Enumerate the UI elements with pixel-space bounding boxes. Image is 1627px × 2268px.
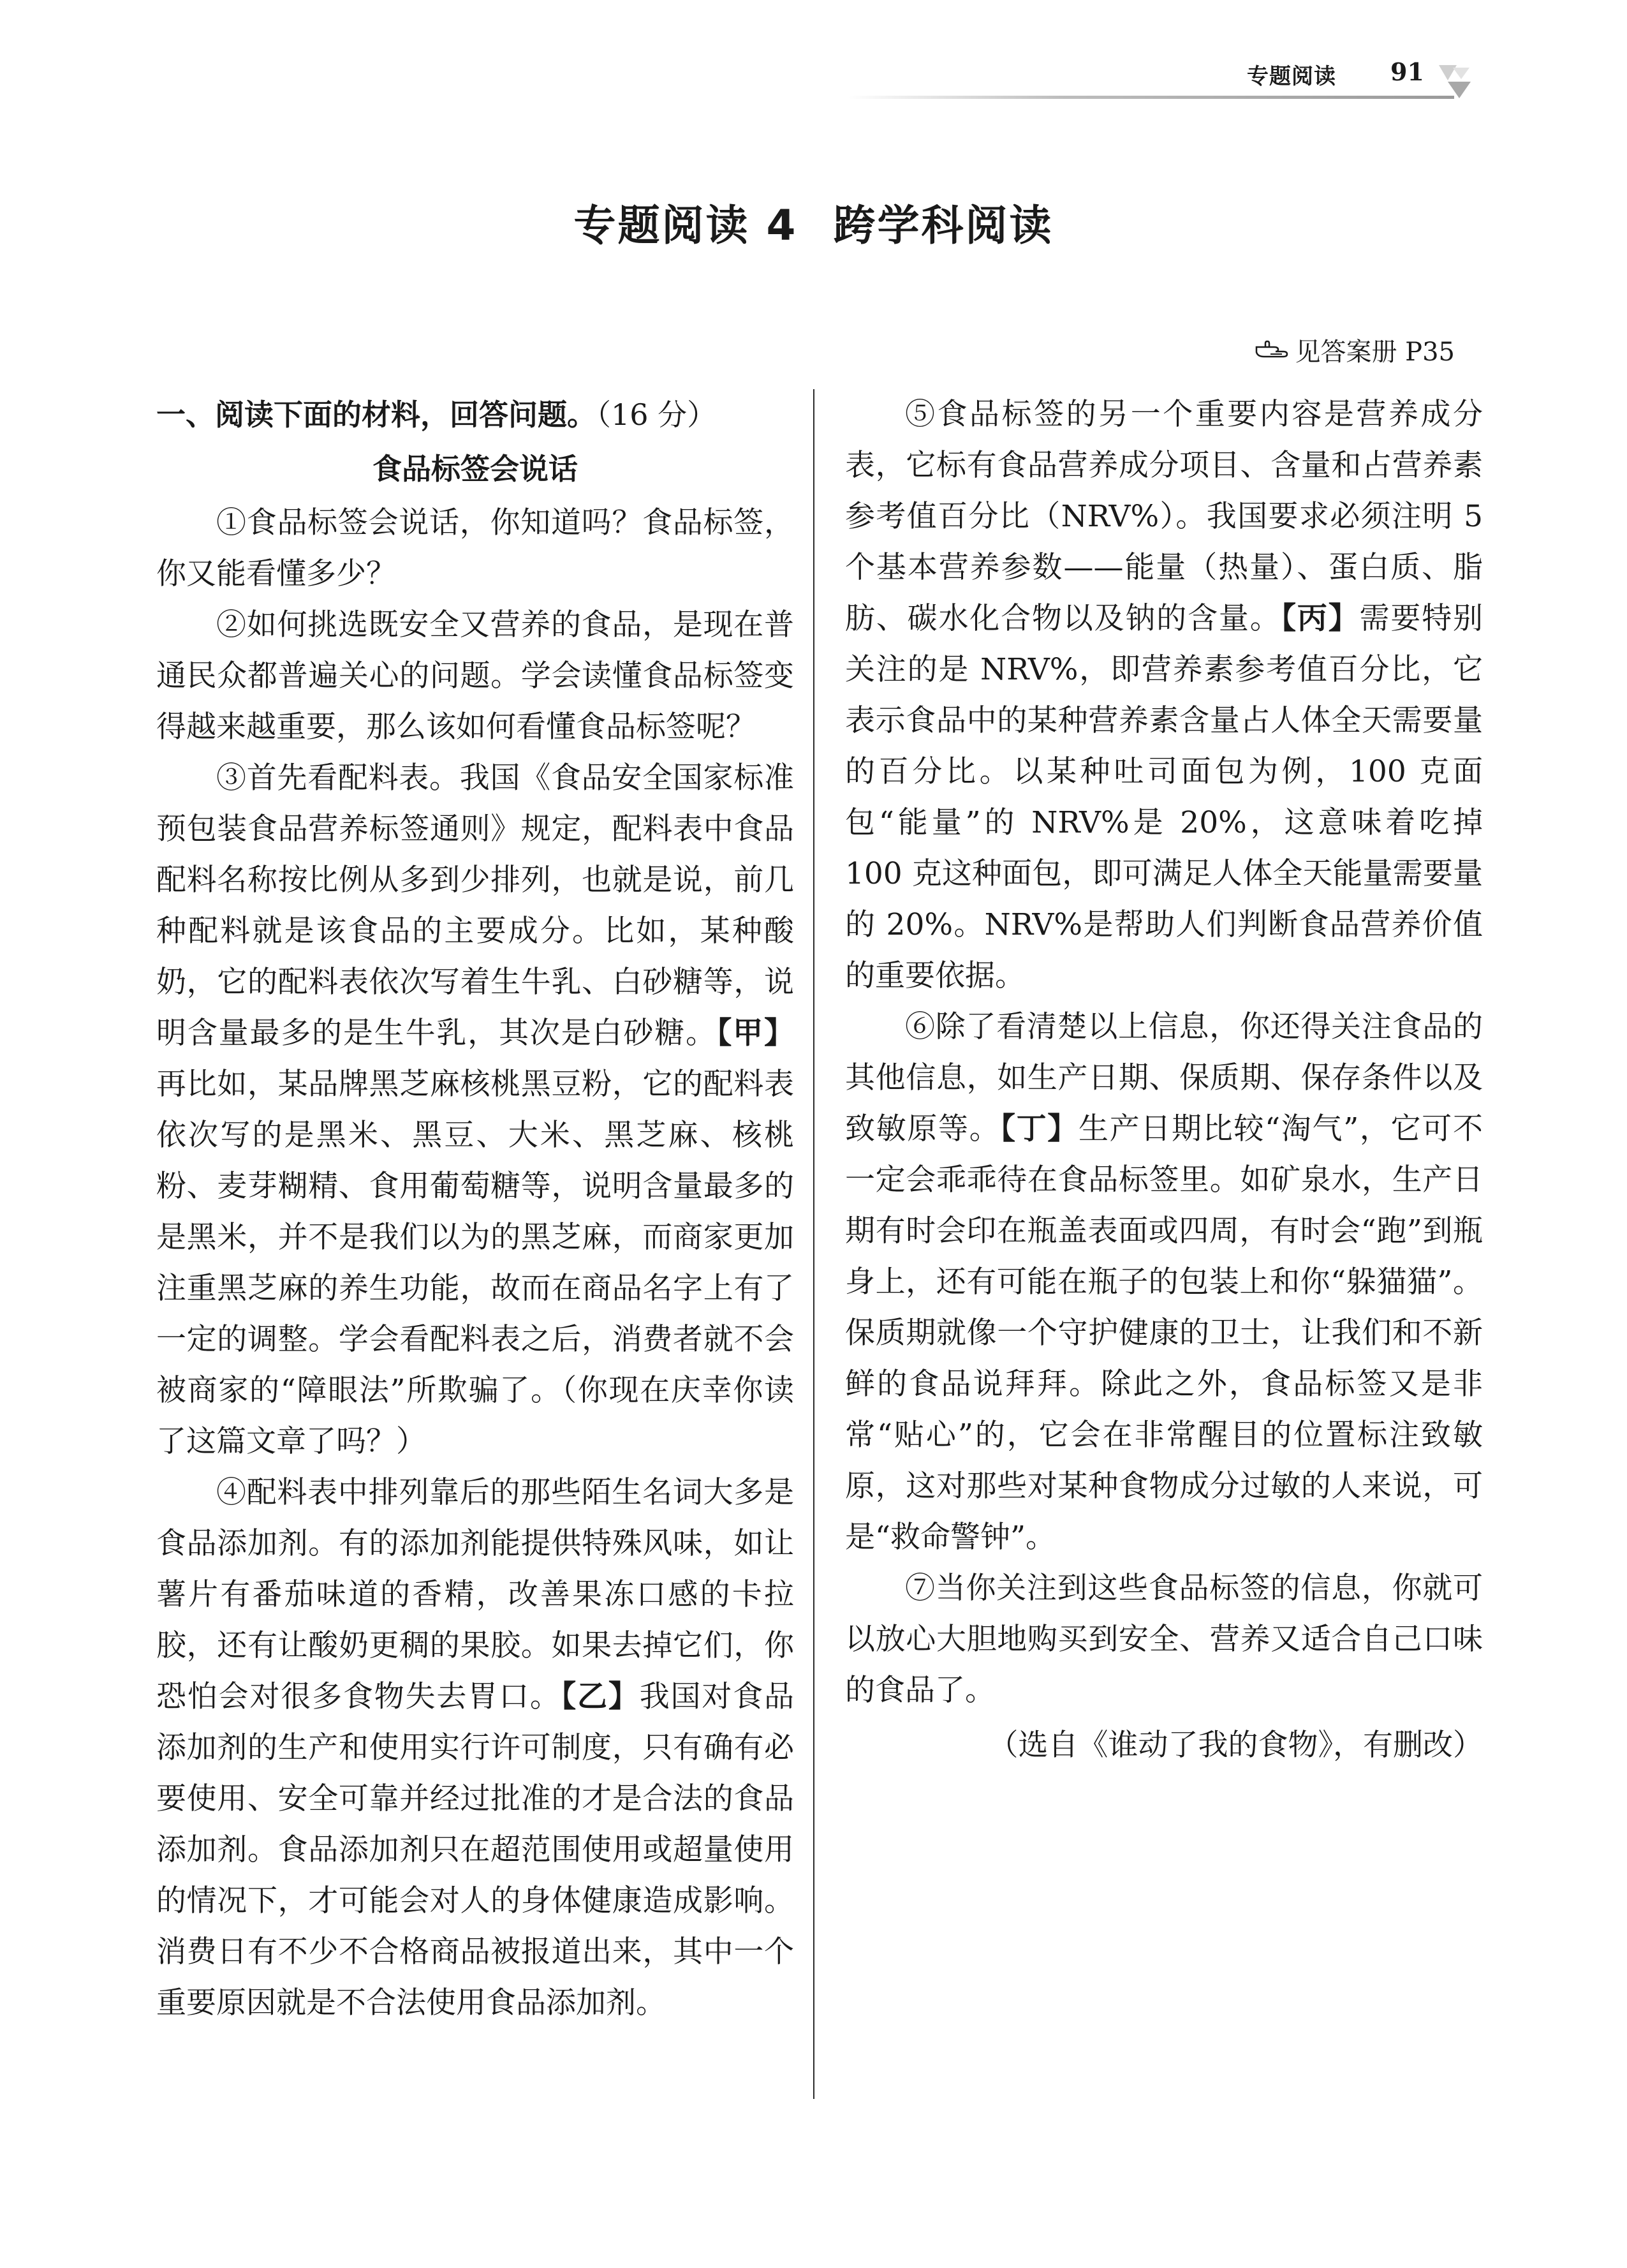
paragraph-7: ⑦当你关注到这些食品标签的信息，你就可以放心大胆地购买到安全、营养又适合自己口味的食品了。 (845, 1571, 1483, 1708)
marker-ding: 【丁】 (1000, 1111, 1079, 1146)
paragraph-3 (156, 753, 794, 1467)
question-heading (156, 389, 794, 440)
paragraph-4-part-a: ④配料表中排列靠后的那些陌生名词大多是食品添加剂。有的添加剂能提供特殊风味，如让薯片有番茄味道的香精，改善果冻口感的卡拉胶，还有让酸奶更稠的果胶。如果去掉它们，你恐怕会对很多食物失去胃口。 (156, 1475, 794, 1714)
answer-reference-text: 见答案册 P35 (1295, 337, 1455, 367)
article-source: （选自《谁动了我的食物》，有删改） (988, 1728, 1483, 1763)
paragraph-3-part-a: ③首先看配料表。我国《食品安全国家标准预包装食品营养标签通则》规定，配料表中食品配料名称按比例从多到少排列，也就是说，前几种配料就是该食品的主要成分。比如，某种酸奶，它的配料表依次写着生牛乳、白砂糖等，说明含量最多的是生牛乳，其次是白砂糖。 (156, 760, 794, 1051)
marker-bing: 【丙】 (1281, 601, 1360, 636)
answer-reference (1255, 332, 1455, 368)
paragraph-2: ②如何挑选既安全又营养的食品，是现在普通民众都普遍关心的问题。学会读懂食品标签变得越来越重要，那么该如何看懂食品标签呢？ (156, 607, 794, 745)
paragraph-5-part-a: ⑤食品标签的另一个重要内容是营养成分表，它标有食品营养成分项目、含量和占营养素参考值百分比（NRV%）。我国要求必须注明 5 个基本营养参数——能量（热量）、蛋白质、脂肪、碳水化合物以及钠的含量。 (845, 397, 1483, 636)
title-part-1: 专题阅读 4 (573, 201, 798, 250)
paragraph-5 (845, 389, 1483, 1002)
paragraph-3-part-b: 再比如，某品牌黑芝麻核桃黑豆粉，它的配料表依次写的是黑米、黑豆、大米、黑芝麻、核桃粉、麦芽糊精、食用葡萄糖等，说明含量最多的是黑米，并不是我们以为的黑芝麻，而商家更加注重黑芝麻的养生功能，故而在商品名字上有了一定的调整。学会看配料表之后，消费者就不会被商家的“障眼法”所欺骗了。（你现在庆幸你读了这篇文章了吗？） (156, 1067, 794, 1459)
paragraph-4 (156, 1467, 794, 2029)
paragraph-5-part-b: 需要特别关注的是 NRV%，即营养素参考值百分比，它表示食品中的某种营养素含量占人体全天需要量的百分比。以某种吐司面包为例，100 克面包“能量”的 NRV%是 20%，这意味着吃掉 100 克这种面包，即可满足人体全天能量需要量的 20%。NRV%是帮助人们判断食品营养价值的重要依据。 (845, 601, 1483, 993)
paragraph-1: ①食品标签会说话，你知道吗？食品标签，你又能看懂多少？ (156, 505, 794, 591)
article-title: 食品标签会说话 (372, 452, 578, 486)
paragraph-4-part-b: 我国对食品添加剂的生产和使用实行许可制度，只有确有必要使用、安全可靠并经过批准的才是合法的食品添加剂。食品添加剂只在超范围使用或超量使用的情况下，才可能会对人的身体健康造成影响。消费日有不少不合格商品被报道出来，其中一个重要原因就是不合法使用食品添加剂。 (156, 1679, 795, 2020)
left-column (156, 389, 794, 2029)
paragraph-6-part-b: 生产日期比较“淘气”，它可不一定会乖乖待在食品标签里。如矿泉水，生产日期有时会印在瓶盖表面或四周，有时会“跑”到瓶身上，还有可能在瓶子的包装上和你“躲猫猫”。保质期就像一个守护健康的卫士，让我们和不新鲜的食品说拜拜。除此之外，食品标签又是非常“贴心”的，它会在非常醒目的位置标注致敏原，这对那些对某种食物成分过敏的人来说，可是“救命警钟”。 (845, 1111, 1483, 1555)
paragraph-6 (845, 1002, 1483, 1563)
marker-jia: 【甲】 (716, 1016, 795, 1051)
header-section-label: 专题阅读 (1247, 64, 1336, 89)
paragraph-6-part-a: ⑥除了看清楚以上信息，你还得关注食品的其他信息，如生产日期、保质期、保存条件以及致敏原等。 (845, 1009, 1483, 1146)
column-divider (813, 389, 814, 2099)
marker-yi: 【乙】 (561, 1679, 640, 1714)
header-rule (848, 96, 1454, 99)
page-title (0, 191, 1627, 252)
triangle-ornament-icon (1434, 63, 1473, 100)
page-number: 91 (1390, 57, 1424, 86)
title-part-2: 跨学科阅读 (833, 201, 1054, 250)
pointing-hand-icon (1255, 339, 1290, 361)
question-score: （16 分） (596, 397, 717, 432)
right-column (845, 389, 1483, 1771)
question-heading-text: 一、阅读下面的材料，回答问题。 (156, 397, 596, 432)
